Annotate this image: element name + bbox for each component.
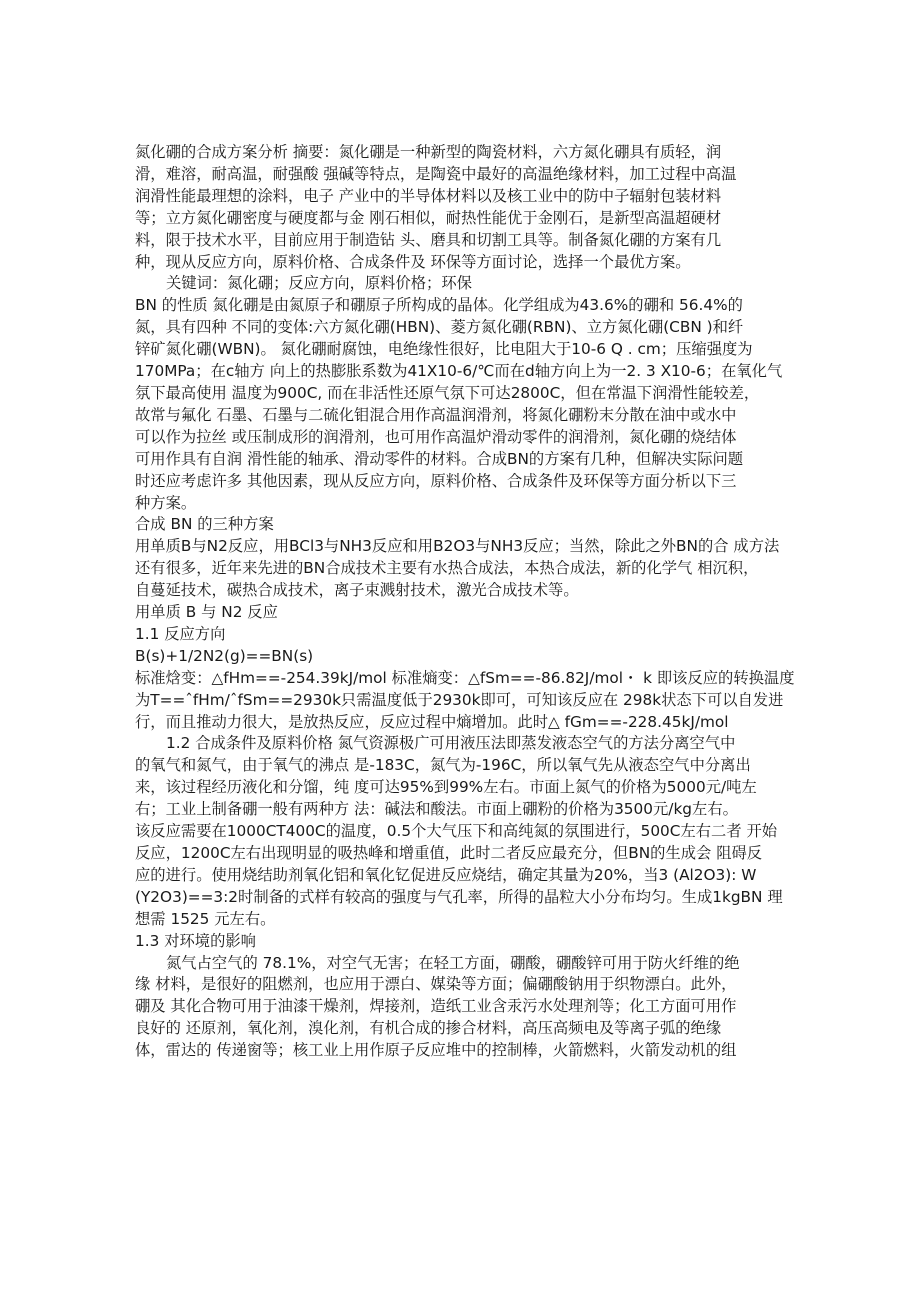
text-line: 良好的 还原剂，氧化剂，溴化剂，有机合成的掺合材料，高压高频电及等离子弧的绝缘 <box>135 1019 722 1038</box>
equation-line: B(s)+1/2N2(g)==BN(s) <box>135 646 314 665</box>
text-line: 应的进行。使用烧结助剂氧化铝和氧化钇促进反应烧结，确定其量为20%，当3 (Al2O3): W <box>135 865 757 884</box>
text-line: 用单质B与N2反应，用BCl3与NH3反应和用B2O3与NH3反应；当然，除此之外BN的合 成方法 <box>135 537 780 556</box>
text-line: 自蔓延技术，碳热合成技术，离子束溅射技术，激光合成技术等。 <box>135 581 579 600</box>
keywords-line: 关键词：氮化硼；反应方向，原料价格；环保 <box>166 274 472 293</box>
text-line: 润滑性能最理想的涂料，电子 产业中的半导体材料以及核工业中的防中子辐射包装材料 <box>135 186 722 205</box>
text-line: 缘 材料，是很好的阻燃剂，也应用于漂白、媒染等方面；偏硼酸钠用于织物漂白。此外， <box>135 975 737 994</box>
text-line: 还有很多，近年来先进的BN合成技术主要有水热合成法，本热合成法，新的化学气 相沉积， <box>135 559 759 578</box>
document-body <box>135 142 805 1062</box>
text-line: 可以作为拉丝 或压制成形的润滑剂，也可用作高温炉滑动零件的润滑剂，氮化硼的烧结体 <box>135 427 737 446</box>
text-line: BN 的性质 氮化硼是由氮原子和硼原子所构成的晶体。化学组成为43.6%的硼和 56.4%的 <box>135 296 743 315</box>
text-line: 可用作具有自润 滑性能的轴承、滑动零件的材料。合成BN的方案有几种，但解决实际问题 <box>135 449 744 468</box>
text-line: 时还应考虑许多 其他因素，现从反应方向，原料价格、合成条件及环保等方面分析以下三 <box>135 471 737 490</box>
title-abstract-line: 氮化硼的合成方案分析 摘要：氮化硼是一种新型的陶瓷材料，六方氮化硼具有质轻，润 <box>135 143 722 161</box>
text-line: 氛下最高使用 温度为900C, 而在非活性还原气氛下可达2800C，但在常温下润滑性能较差， <box>135 383 760 402</box>
text-line: 种，现从反应方向，原料价格、合成条件及 环保等方面讨论，选择一个最优方案。 <box>135 252 691 271</box>
text-line: 体，雷达的 传递窗等；核工业上用作原子反应堆中的控制棒，火箭燃料，火箭发动机的组 <box>135 1041 737 1060</box>
text-line: 种方案。 <box>135 493 197 512</box>
text-line: 锌矿氮化硼(WBN)。 氮化硼耐腐蚀，电绝缘性很好，比电阻大于10-6 Q . cm；压缩强度为 <box>135 340 753 359</box>
text-line: 等；立方氮化硼密度与硬度都与金 刚石相似，耐热性能优于金刚石，是新型高温超硬材 <box>135 208 722 227</box>
subsection-heading: 1.3 对环境的影响 <box>135 931 256 950</box>
text-line: 反应，1200C左右出现明显的吸热峰和增重值，此时二者反应最充分，但BN的生成会 阻碍反 <box>135 844 763 862</box>
text-line: 标准焓变：△fHm==-254.39kJ/mol 标准熵变：△fSm==-86.82J/mol・ k 即该反应的转换温度 <box>135 668 795 687</box>
section-heading: 用单质 B 与 N2 反应 <box>135 603 278 622</box>
text-line: 来，该过程经历液化和分馏，纯 度可达95%到99%左右。市面上氮气的价格为5000元/吨左 <box>135 778 757 797</box>
text-line: 的氧气和氮气，由于氧气的沸点 是-183C，氮气为-196C，所以氧气先从液态空气中分离出 <box>135 756 751 775</box>
text-line: (Y2O3)==3:2时制备的式样有较高的强度与气孔率，所得的晶粒大小分布均匀。生成1kgBN 理 <box>135 887 783 906</box>
subsection-heading: 1.1 反应方向 <box>135 624 226 643</box>
text-line: 想需 1525 元左右。 <box>135 909 276 928</box>
text-line: 故常与氟化 石墨、石墨与二硫化钼混合用作高温润滑剂，将氮化硼粉末分散在油中或水中 <box>135 405 737 424</box>
text-line: 硼及 其化合物可用于油漆干燥剂，焊接剂，造纸工业含汞污水处理剂等；化工方面可用作 <box>135 997 737 1016</box>
text-line: 行，而且推动力很大，是放热反应，反应过程中熵增加。此时△ fGm==-228.45kJ/mol <box>135 712 729 731</box>
section-heading: 合成 BN 的三种方案 <box>135 515 274 534</box>
text-line: 氮气占空气的 78.1%，对空气无害；在轻工方面，硼酸，硼酸锌可用于防火纤维的绝 <box>166 953 740 972</box>
text-line: 该反应需要在1000CT400C的温度，0.5个大气压下和高纯氮的氛围进行，500C左右二者 开始 <box>135 822 778 841</box>
subsection-heading-inline: 1.2 合成条件及原料价格 氮气资源极广可用液压法即蒸发液态空气的方法分离空气中 <box>166 734 736 753</box>
text-line: 料，限于技术水平，目前应用于制造钻 头、磨具和切割工具等。制备氮化硼的方案有几 <box>135 230 722 249</box>
text-line: 滑，难溶，耐高温，耐强酸 强碱等特点，是陶瓷中最好的高温绝缘材料，加工过程中高温 <box>135 164 737 183</box>
text-line: 170MPa；在c轴方 向上的热膨胀系数为41X10-6/℃而在d轴方向上为一2. 3 X10-6；在氧化气 <box>135 362 783 381</box>
text-line: 氮，具有四种 不同的变体:六方氮化硼(HBN)、菱方氮化硼(RBN)、立方氮化硼(CBN )和纤 <box>135 318 744 337</box>
text-line: 为T==ˆfHm/ˆfSm==2930k只需温度低于2930k即可，可知该反应在 298k状态下可以自发进 <box>135 690 784 709</box>
text-line: 右；工业上制备硼一般有两种方 法：碱法和酸法。市面上硼粉的价格为3500元/kg左右。 <box>135 800 738 819</box>
